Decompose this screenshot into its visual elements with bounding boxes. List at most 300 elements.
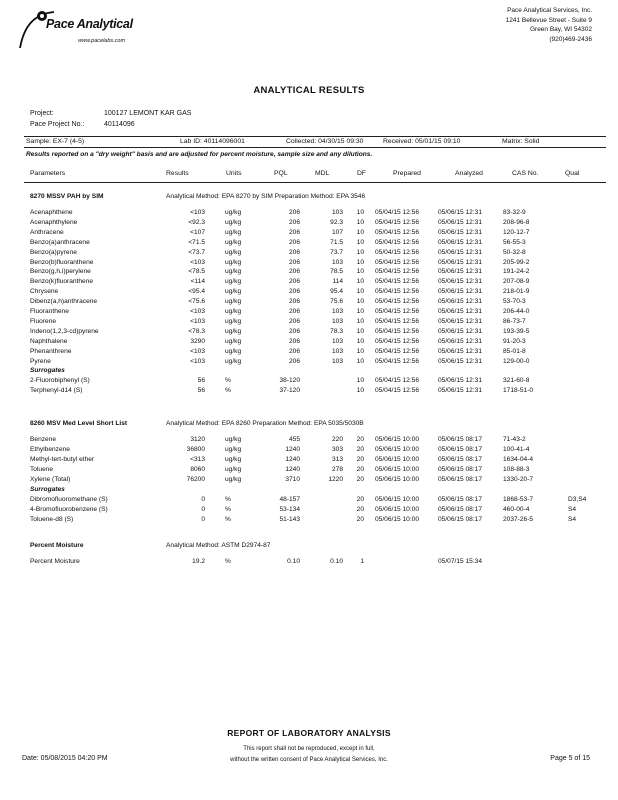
cell-pql: 206 <box>288 209 300 216</box>
cell-df: 10 <box>356 347 364 355</box>
table-row <box>0 259 618 269</box>
table-row <box>0 466 618 476</box>
cell-parameter: Fluoranthene <box>30 308 69 315</box>
cell-cas: 2037-26-5 <box>503 516 534 523</box>
cell-mdl: 92.3 <box>330 218 343 226</box>
cell-analyzed: 05/06/15 08:17 <box>438 516 482 523</box>
cell-analyzed: 05/06/15 12:31 <box>438 337 482 345</box>
footer-note-line-2: without the written consent of Pace Analytical Services, Inc. <box>230 757 388 763</box>
cell-result: 8060 <box>190 466 205 473</box>
cell-pql: 206 <box>288 288 300 296</box>
table-row <box>0 358 618 368</box>
cell-analyzed: 05/06/15 08:17 <box>438 466 482 473</box>
cell-analyzed: 05/06/15 12:31 <box>438 288 482 296</box>
section-method: Analytical Method: ASTM D2974-87 <box>166 542 271 549</box>
cell-mdl: 73.7 <box>330 248 343 256</box>
cell-result: <103 <box>190 317 205 325</box>
col-mdl: MDL <box>315 170 330 177</box>
cell-parameter: Methyl-tert-butyl ether <box>30 456 95 463</box>
cell-mdl: 103 <box>331 337 343 345</box>
cell-parameter: Acenaphthylene <box>30 218 78 226</box>
cell-analyzed: 05/06/15 08:17 <box>438 446 482 453</box>
cell-parameter: Phenanthrene <box>30 347 72 355</box>
cell-result: <75.6 <box>188 298 205 306</box>
cell-analyzed: 05/06/15 12:31 <box>438 218 482 226</box>
cell-analyzed: 05/06/15 08:17 <box>438 456 482 463</box>
cell-pql: 206 <box>288 238 300 246</box>
cell-mdl: 103 <box>331 209 343 216</box>
table-row <box>0 219 618 229</box>
cell-mdl: 107 <box>331 228 343 236</box>
cell-prepared: 05/04/15 12:56 <box>375 377 419 385</box>
cell-mdl: 278 <box>331 466 343 473</box>
cell-df: 20 <box>356 506 364 513</box>
cell-df: 10 <box>356 278 364 286</box>
cell-parameter: 4-Bromofluorobenzene (S) <box>30 506 108 513</box>
col-parameters: Parameters <box>30 170 66 177</box>
cell-unit: ug/kg <box>225 209 242 216</box>
cell-cas: 218-01-9 <box>503 288 530 296</box>
cell-mdl: 303 <box>331 446 343 453</box>
cell-result: 0 <box>201 516 205 523</box>
cell-df: 10 <box>356 228 364 236</box>
cell-analyzed: 05/06/15 12:31 <box>438 387 482 395</box>
cell-cas: 85-01-8 <box>503 347 526 355</box>
cell-parameter: Xylene (Total) <box>30 476 71 483</box>
section-method: Analytical Method: EPA 8270 by SIM Preparation Method: EPA 3546 <box>166 193 366 200</box>
cell-cas: 1868-53-7 <box>503 496 534 503</box>
cell-unit: ug/kg <box>225 347 242 355</box>
col-analyzed: Analyzed <box>455 170 483 177</box>
cell-cas: 207-08-9 <box>503 278 530 286</box>
cell-parameter: Benzo(g,h,i)perylene <box>30 268 91 276</box>
cell-unit: ug/kg <box>225 446 242 453</box>
cell-cas: 56-55-3 <box>503 238 526 246</box>
logo-text: Pace Analytical <box>46 17 133 31</box>
cell-pql: 206 <box>288 347 300 355</box>
cell-prepared: 05/06/15 10:00 <box>375 516 419 523</box>
cell-cas: 71-43-2 <box>503 436 526 443</box>
col-pql: PQL <box>274 170 288 177</box>
cell-unit: % <box>225 387 231 395</box>
cell-pql: 206 <box>288 268 300 276</box>
project-number-value: 40114096 <box>104 121 135 128</box>
cell-cas: 191-24-2 <box>503 268 530 276</box>
table-row <box>0 476 618 486</box>
cell-cas: 206-44-0 <box>503 308 530 315</box>
cell-result: 3290 <box>190 337 205 345</box>
project-info <box>30 108 191 130</box>
cell-parameter: Benzo(b)fluoranthene <box>30 258 94 266</box>
cell-prepared: 05/04/15 12:56 <box>375 228 419 236</box>
collected-date: Collected: 04/30/15 09:30 <box>286 138 364 145</box>
cell-analyzed: 05/06/15 12:31 <box>438 228 482 236</box>
cell-analyzed: 05/06/15 12:31 <box>438 298 482 306</box>
company-address-block <box>506 6 592 44</box>
cell-cas: 50-32-8 <box>503 248 526 256</box>
cell-unit: ug/kg <box>225 248 242 256</box>
cell-prepared: 05/04/15 12:56 <box>375 308 419 315</box>
cell-prepared: 05/04/15 12:56 <box>375 268 419 276</box>
cell-parameter: 2-Fluorobiphenyl (S) <box>30 377 90 385</box>
table-row <box>0 249 618 259</box>
cell-cas: 460-00-4 <box>503 506 530 513</box>
cell-result: 76200 <box>186 476 205 483</box>
cell-analyzed: 05/06/15 12:31 <box>438 308 482 315</box>
table-row <box>0 298 618 308</box>
project-value: 100127 LEMONT KAR GAS <box>104 110 192 117</box>
table-row <box>0 229 618 239</box>
cell-result: <92.3 <box>188 218 205 226</box>
cell-pql: 206 <box>288 298 300 306</box>
cell-prepared: 05/04/15 12:56 <box>375 357 419 365</box>
cell-pql: 206 <box>288 308 300 315</box>
divider <box>24 147 606 148</box>
cell-pql: 37-120 <box>279 387 300 395</box>
cell-result: <107 <box>190 228 205 236</box>
cell-prepared: 05/04/15 12:56 <box>375 337 419 345</box>
cell-pql: 0.10 <box>287 558 300 565</box>
cell-result: <78.5 <box>188 268 205 276</box>
cell-parameter: Benzo(k)fluoranthene <box>30 278 94 286</box>
cell-cas: 1634-04-4 <box>503 456 534 463</box>
cell-df: 20 <box>356 496 364 503</box>
company-phone: (920)469-2436 <box>549 35 592 43</box>
cell-mdl: 103 <box>331 357 343 365</box>
cell-parameter: Naphthalene <box>30 337 68 345</box>
cell-result: 56 <box>197 387 205 395</box>
cell-df: 10 <box>356 209 364 216</box>
cell-df: 1 <box>360 558 364 565</box>
cell-df: 20 <box>356 476 364 483</box>
project-label: Project: <box>30 110 54 117</box>
table-row <box>0 328 618 338</box>
cell-analyzed: 05/06/15 12:31 <box>438 377 482 385</box>
cell-cas: 53-70-3 <box>503 298 526 306</box>
cell-mdl: 103 <box>331 347 343 355</box>
cell-pql: 206 <box>288 327 300 335</box>
cell-result: 36800 <box>186 446 205 453</box>
cell-prepared: 05/04/15 12:56 <box>375 387 419 395</box>
cell-mdl: 0.10 <box>330 558 343 565</box>
cell-parameter: Ethylbenzene <box>30 446 70 453</box>
cell-pql: 206 <box>288 228 300 236</box>
cell-prepared: 05/06/15 10:00 <box>375 446 419 453</box>
cell-result: <103 <box>190 357 205 365</box>
cell-analyzed: 05/06/15 08:17 <box>438 506 482 513</box>
cell-result: <73.7 <box>188 248 205 256</box>
report-date: Date: 05/08/2015 04:20 PM <box>22 755 108 762</box>
cell-unit: % <box>225 377 231 385</box>
cell-pql: 206 <box>288 317 300 325</box>
cell-cas: 205-99-2 <box>503 258 530 266</box>
cell-mdl: 75.6 <box>330 298 343 306</box>
cell-mdl: 1220 <box>328 476 343 483</box>
table-row <box>0 558 618 568</box>
section-title: 8270 MSSV PAH by SIM <box>30 193 104 200</box>
table-row <box>0 348 618 358</box>
company-name: Pace Analytical Services, Inc. <box>507 7 592 14</box>
cell-unit: ug/kg <box>225 456 242 463</box>
cell-pql: 206 <box>288 218 300 226</box>
cell-cas: 86-73-7 <box>503 317 526 325</box>
table-row <box>0 387 618 397</box>
cell-result: <78.3 <box>188 327 205 335</box>
cell-mdl: 103 <box>331 317 343 325</box>
section-title: Percent Moisture <box>30 542 84 549</box>
col-prepared: Prepared <box>393 170 421 177</box>
cell-unit: ug/kg <box>225 327 242 335</box>
cell-pql: 206 <box>288 357 300 365</box>
cell-df: 10 <box>356 337 364 345</box>
cell-unit: ug/kg <box>225 238 242 246</box>
cell-pql: 38-120 <box>279 377 300 385</box>
cell-result: <103 <box>190 209 205 216</box>
cell-result: <103 <box>190 258 205 266</box>
cell-analyzed: 05/06/15 08:17 <box>438 476 482 483</box>
cell-unit: ug/kg <box>225 466 242 473</box>
cell-analyzed: 05/06/15 12:31 <box>438 209 482 216</box>
cell-df: 10 <box>356 357 364 365</box>
surrogates-label-row <box>0 367 618 377</box>
cell-prepared: 05/06/15 10:00 <box>375 436 419 443</box>
cell-unit: ug/kg <box>225 268 242 276</box>
cell-parameter: Acenaphthene <box>30 209 73 216</box>
logo-url: www.pacelabs.com <box>78 38 126 44</box>
cell-pql: 51-143 <box>279 516 300 523</box>
cell-analyzed: 05/06/15 12:31 <box>438 347 482 355</box>
section-header <box>0 193 618 202</box>
cell-prepared: 05/04/15 12:56 <box>375 327 419 335</box>
cell-analyzed: 05/06/15 12:31 <box>438 248 482 256</box>
cell-parameter: Indeno(1,2,3-cd)pyrene <box>30 327 99 335</box>
cell-unit: ug/kg <box>225 288 242 296</box>
company-address-2: Green Bay, WI 54302 <box>529 26 592 33</box>
company-address-1: 1241 Bellevue Street - Suite 9 <box>505 16 592 24</box>
cell-mdl: 95.4 <box>330 288 343 296</box>
sample-id: Sample: EX-7 (4-5) <box>26 138 85 145</box>
cell-cas: 129-00-0 <box>503 357 530 365</box>
cell-mdl: 220 <box>331 436 343 443</box>
cell-parameter: Benzo(a)pyrene <box>30 248 77 256</box>
col-results: Results <box>166 170 189 177</box>
cell-mdl: 103 <box>331 308 343 315</box>
cell-prepared: 05/04/15 12:56 <box>375 248 419 256</box>
cell-prepared: 05/04/15 12:56 <box>375 288 419 296</box>
cell-df: 10 <box>356 248 364 256</box>
cell-df: 10 <box>356 258 364 266</box>
cell-cas: 193-39-5 <box>503 327 530 335</box>
cell-unit: ug/kg <box>225 228 242 236</box>
cell-pql: 3710 <box>285 476 300 483</box>
cell-mdl: 78.5 <box>330 268 343 276</box>
col-units: Units <box>226 170 242 177</box>
table-row <box>0 456 618 466</box>
table-row <box>0 338 618 348</box>
cell-pql: 206 <box>288 337 300 345</box>
cell-parameter: Dibenz(a,h)anthracene <box>30 298 98 306</box>
matrix: Matrix: Solid <box>502 138 540 145</box>
cell-cas: 1330-20-7 <box>503 476 534 483</box>
cell-cas: 91-20-3 <box>503 337 526 345</box>
cell-cas: 108-88-3 <box>503 466 530 473</box>
cell-parameter: Percent Moisture <box>30 558 80 565</box>
cell-df: 20 <box>356 516 364 523</box>
cell-pql: 1240 <box>285 466 300 473</box>
cell-prepared: 05/04/15 12:56 <box>375 238 419 246</box>
cell-unit: % <box>225 496 231 503</box>
cell-cas: 1718-51-0 <box>503 387 534 395</box>
cell-parameter: Fluorene <box>30 317 57 325</box>
table-row <box>0 308 618 318</box>
cell-prepared: 05/04/15 12:56 <box>375 218 419 226</box>
cell-mdl: 78.3 <box>330 327 343 335</box>
cell-df: 10 <box>356 377 364 385</box>
cell-mdl: 114 <box>332 278 343 286</box>
cell-pql: 206 <box>288 278 300 286</box>
cell-unit: ug/kg <box>225 337 242 345</box>
divider <box>24 182 606 183</box>
cell-unit: ug/kg <box>225 308 242 315</box>
cell-result: <313 <box>190 456 205 463</box>
cell-result: 19.2 <box>192 558 205 565</box>
cell-df: 10 <box>356 317 364 325</box>
table-row <box>0 436 618 446</box>
cell-cas: 208-96-8 <box>503 218 530 226</box>
cell-result: <103 <box>190 347 205 355</box>
surrogates-label-row <box>0 486 618 496</box>
cell-result: <95.4 <box>188 288 205 296</box>
cell-cas: 120-12-7 <box>503 228 530 236</box>
cell-pql: 455 <box>288 436 300 443</box>
table-row <box>0 516 618 526</box>
table-row <box>0 288 618 298</box>
cell-unit: ug/kg <box>225 258 242 266</box>
cell-unit: % <box>225 558 231 565</box>
table-row <box>0 278 618 288</box>
cell-result: 3120 <box>190 436 205 443</box>
page-number: Page 5 of 15 <box>550 755 590 762</box>
cell-unit: % <box>225 516 231 523</box>
table-row <box>0 239 618 249</box>
cell-mdl: 71.5 <box>330 238 343 246</box>
cell-unit: ug/kg <box>225 357 242 365</box>
cell-mdl: 103 <box>331 258 343 266</box>
cell-prepared: 05/06/15 10:00 <box>375 506 419 513</box>
cell-prepared: 05/04/15 12:56 <box>375 209 419 216</box>
cell-result: 56 <box>197 377 205 385</box>
received-date: Received: 05/01/15 09:10 <box>383 138 461 145</box>
cell-parameter: Toluene-d8 (S) <box>30 516 74 523</box>
cell-analyzed: 05/06/15 12:31 <box>438 357 482 365</box>
cell-prepared: 05/04/15 12:56 <box>375 258 419 266</box>
col-qual: Qual <box>565 170 580 177</box>
cell-analyzed: 05/06/15 12:31 <box>438 258 482 266</box>
section-header <box>0 420 618 429</box>
cell-parameter: Chrysene <box>30 288 59 296</box>
cell-unit: ug/kg <box>225 278 242 286</box>
cell-pql: 48-157 <box>279 496 300 503</box>
col-cas: CAS No. <box>512 170 539 177</box>
section-method: Analytical Method: EPA 8260 Preparation Method: EPA 5035/5030B <box>166 420 364 427</box>
table-row <box>0 209 618 219</box>
cell-result: 0 <box>201 506 205 513</box>
cell-analyzed: 05/06/15 08:17 <box>438 496 482 503</box>
footer-note-line-1: This report shall not be reproduced, except in full, <box>243 746 375 752</box>
cell-pql: 53-134 <box>279 506 300 513</box>
cell-analyzed: 05/06/15 12:31 <box>438 238 482 246</box>
table-row <box>0 377 618 387</box>
cell-prepared: 05/06/15 10:00 <box>375 496 419 503</box>
table-row <box>0 496 618 506</box>
cell-unit: ug/kg <box>225 436 242 443</box>
cell-analyzed: 05/07/15 15:34 <box>438 558 482 565</box>
cell-mdl: 313 <box>331 456 343 463</box>
cell-parameter: Benzo(a)anthracene <box>30 238 90 246</box>
cell-parameter: Anthracene <box>30 228 64 236</box>
cell-prepared: 05/06/15 10:00 <box>375 466 419 473</box>
cell-result: <114 <box>190 278 205 286</box>
page-title: ANALYTICAL RESULTS <box>253 85 365 96</box>
cell-analyzed: 05/06/15 12:31 <box>438 317 482 325</box>
cell-df: 20 <box>356 446 364 453</box>
cell-cas: 100-41-4 <box>503 446 530 453</box>
dry-weight-note: Results reported on a "dry weight" basis and are adjusted for percent moisture, sample size and any dilutions. <box>26 151 373 158</box>
cell-unit: ug/kg <box>225 317 242 325</box>
cell-analyzed: 05/06/15 08:17 <box>438 436 482 443</box>
cell-analyzed: 05/06/15 12:31 <box>438 278 482 286</box>
cell-result: <103 <box>190 308 205 315</box>
lab-id: Lab ID: 40114096001 <box>180 138 245 145</box>
surrogates-label: Surrogates <box>30 486 65 493</box>
cell-df: 10 <box>356 308 364 315</box>
surrogates-label: Surrogates <box>30 367 65 375</box>
cell-df: 10 <box>356 268 364 276</box>
cell-prepared: 05/04/15 12:56 <box>375 347 419 355</box>
cell-parameter: Pyrene <box>30 357 51 365</box>
table-row <box>0 318 618 328</box>
cell-analyzed: 05/06/15 12:31 <box>438 327 482 335</box>
table-row <box>0 506 618 516</box>
cell-qual: S4 <box>568 506 577 513</box>
cell-df: 20 <box>356 466 364 473</box>
table-row <box>0 446 618 456</box>
col-df: DF <box>357 170 367 177</box>
cell-unit: ug/kg <box>225 476 242 483</box>
footer-title: REPORT OF LABORATORY ANALYSIS <box>227 728 391 738</box>
cell-unit: ug/kg <box>225 298 242 306</box>
cell-df: 20 <box>356 456 364 463</box>
cell-pql: 1240 <box>285 456 300 463</box>
cell-qual: S4 <box>568 516 577 523</box>
table-row <box>0 268 618 278</box>
cell-qual: D3,S4 <box>568 496 587 503</box>
cell-df: 10 <box>356 218 364 226</box>
cell-parameter: Toluene <box>30 466 54 473</box>
cell-df: 10 <box>356 387 364 395</box>
cell-cas: 321-60-8 <box>503 377 530 385</box>
cell-df: 10 <box>356 327 364 335</box>
cell-result: <71.5 <box>188 238 205 246</box>
project-number-label: Pace Project No.: <box>30 121 85 128</box>
cell-df: 10 <box>356 288 364 296</box>
cell-pql: 1240 <box>285 446 300 453</box>
cell-cas: 83-32-9 <box>503 209 526 216</box>
cell-prepared: 05/06/15 10:00 <box>375 476 419 483</box>
cell-df: 20 <box>356 436 364 443</box>
cell-prepared: 05/04/15 12:56 <box>375 298 419 306</box>
cell-df: 10 <box>356 298 364 306</box>
